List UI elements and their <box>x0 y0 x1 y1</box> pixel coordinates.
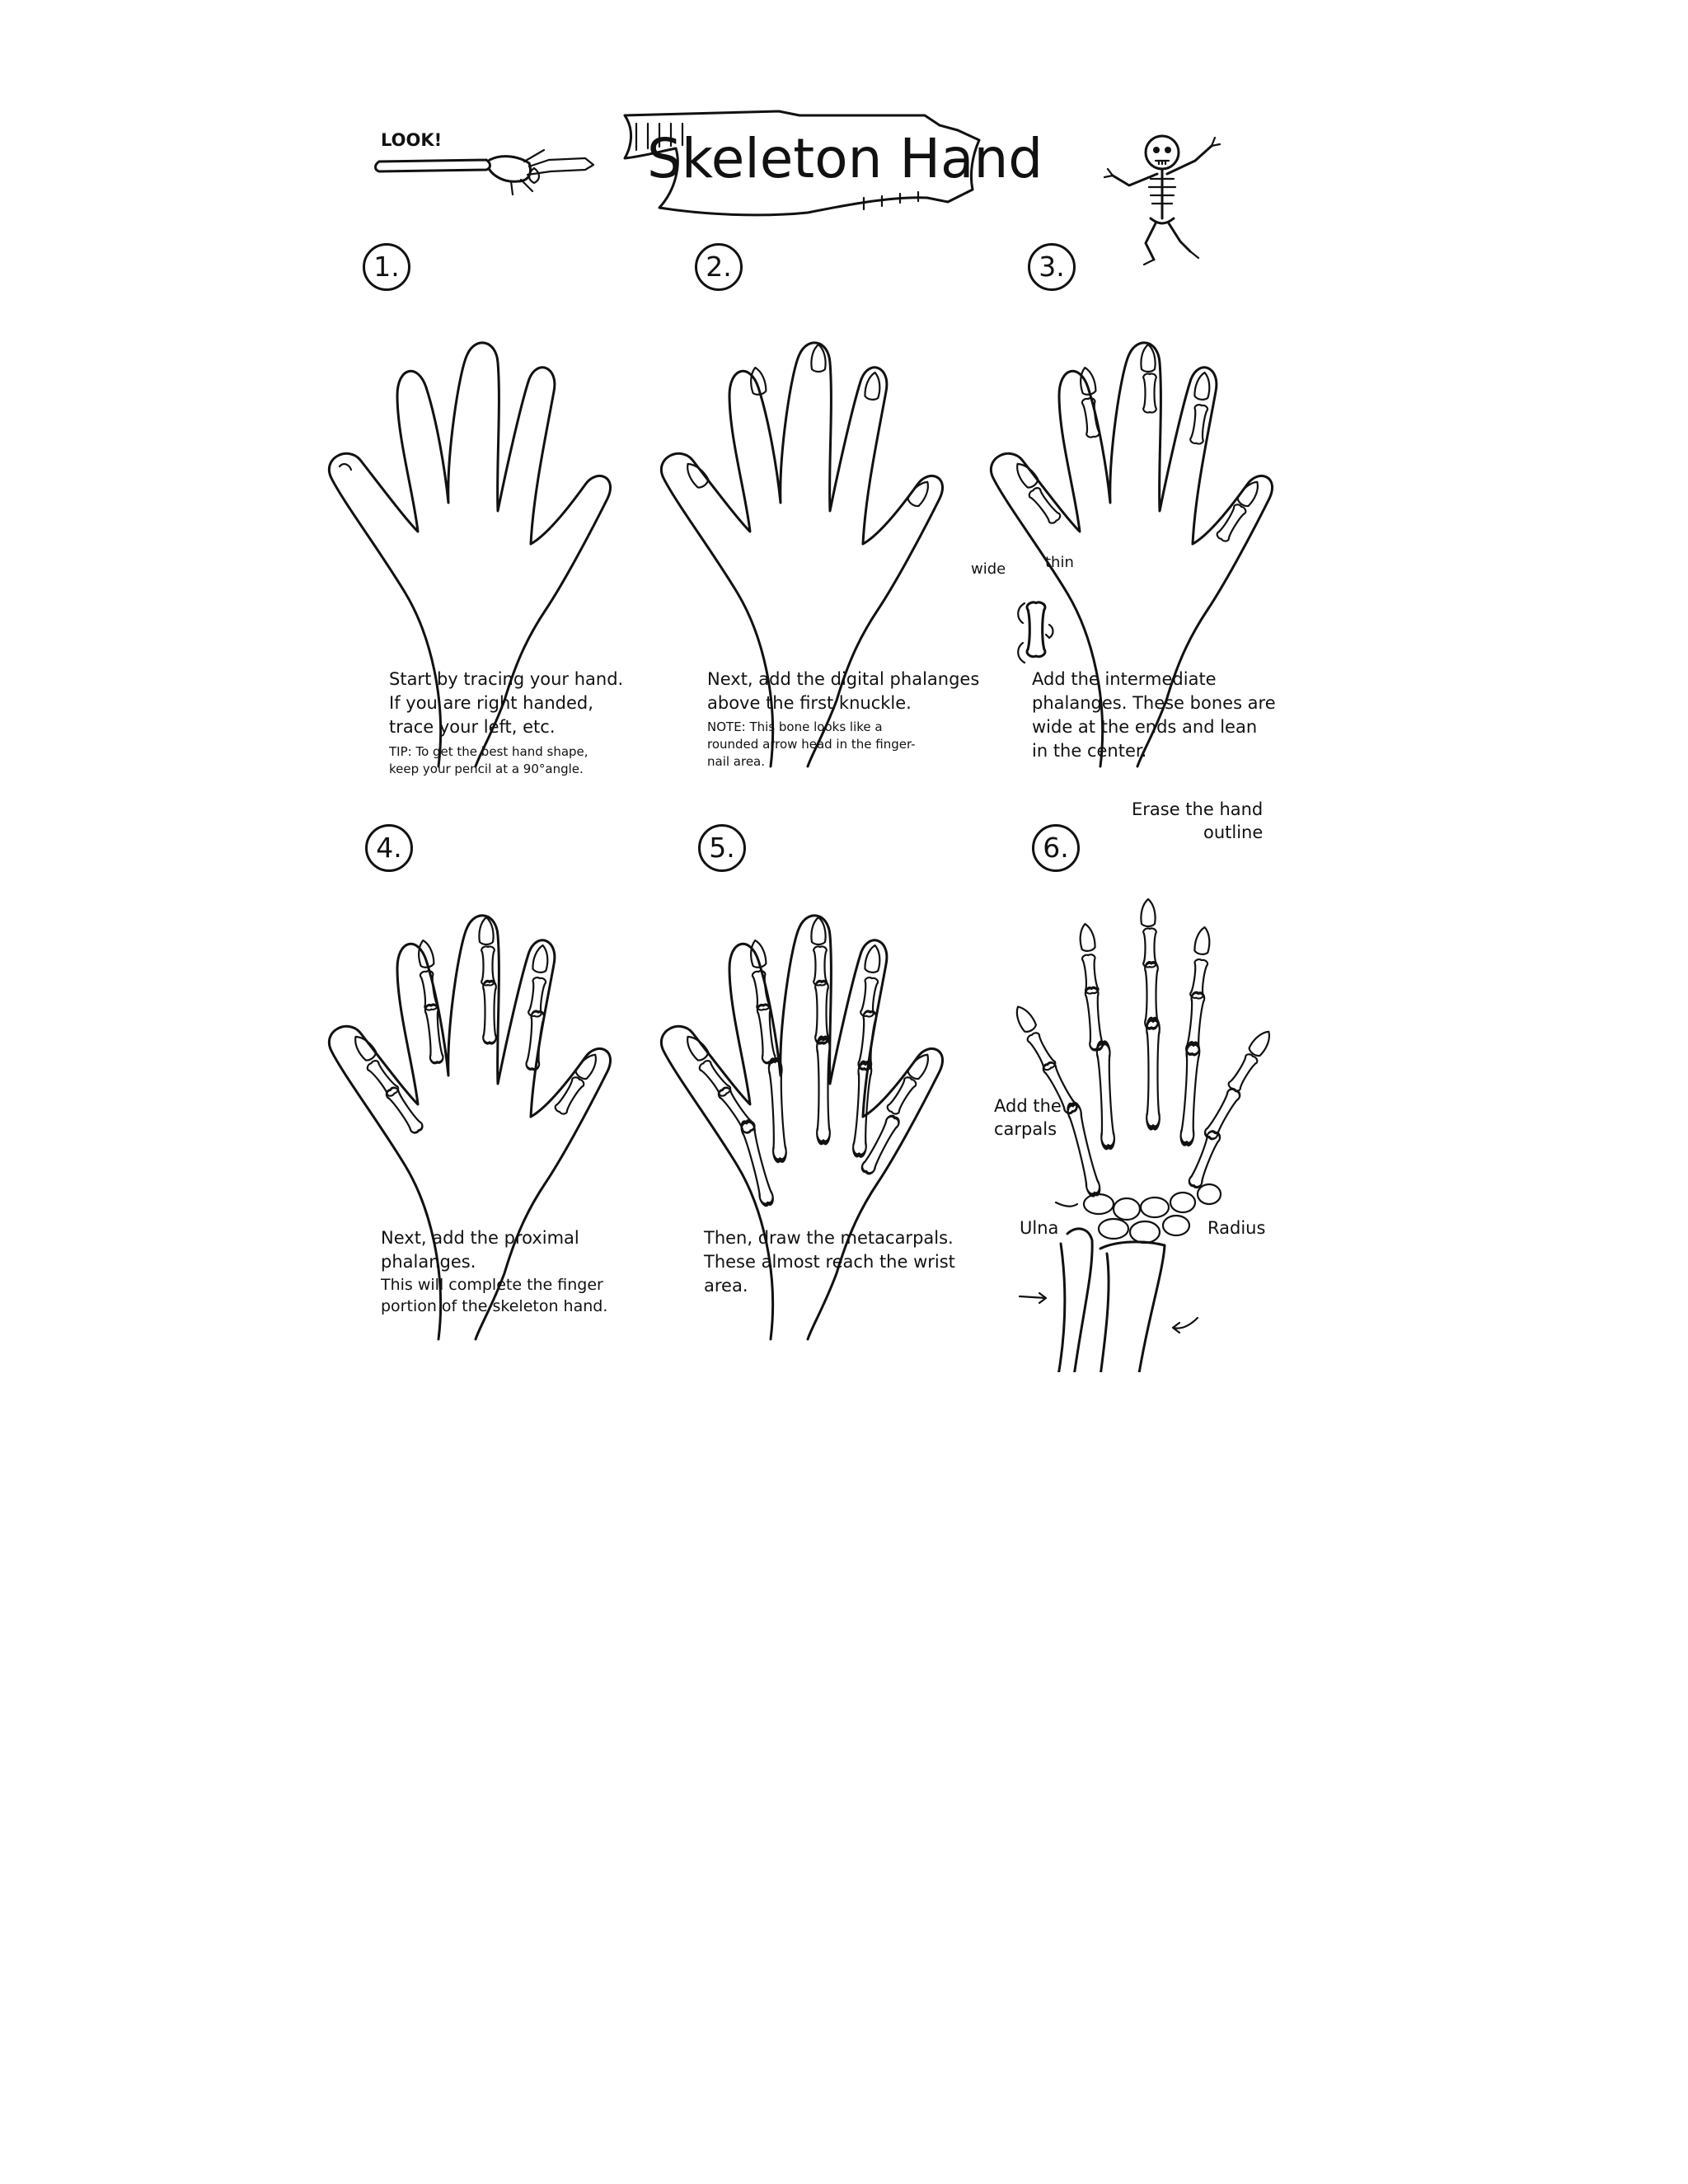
step-6-number: 6. <box>1032 824 1080 872</box>
step-4-number: 4. <box>365 824 413 872</box>
page-title: Skeleton Hand <box>647 127 1043 190</box>
look-label: LOOK! <box>381 130 443 150</box>
step-4-subtext: This will complete the finger portion of the skeleton hand. <box>381 1276 608 1315</box>
step-5-number: 5. <box>698 824 746 872</box>
thin-label: thin <box>1045 554 1074 571</box>
forearm-bones <box>1056 1229 1165 1372</box>
step-1-tip: TIP: To get the best hand shape, keep your pencil at a 90°angle. <box>389 744 588 776</box>
erase-outline-label: Erase the hand outline <box>1132 799 1264 842</box>
header-skeleton-arm <box>376 150 594 194</box>
step-2-instruction: Next, add the digital phalanges above the first knuckle. <box>707 669 980 713</box>
carpal-bones <box>1084 1184 1221 1243</box>
wide-thin-bone-diagram <box>1018 602 1053 663</box>
worksheet <box>313 66 1352 1372</box>
step-3-number: 3. <box>1028 243 1076 291</box>
step-1-number: 1. <box>363 243 410 291</box>
step-5-instruction: Then, draw the metacarpals. These almost reach the wrist area. <box>704 1228 955 1296</box>
step-4-instruction: Next, add the proximal phalanges. <box>381 1228 579 1272</box>
step-1-instruction: Start by tracing your hand. If you are right handed, trace your left, etc. <box>389 669 624 737</box>
header-dancing-skeleton <box>1104 136 1220 265</box>
carpals-label: Add the carpals <box>994 1096 1062 1139</box>
ulna-label: Ulna <box>1020 1218 1059 1238</box>
step-3-instruction: Add the intermediate phalanges. These bones are wide at the ends and lean in the center. <box>1032 669 1276 761</box>
step-2-number: 2. <box>695 243 743 291</box>
step-2-note: NOTE: This bone looks like a rounded arrow head in the finger- nail area. <box>707 719 916 769</box>
wide-label: wide <box>971 560 1006 578</box>
radius-label: Radius <box>1207 1218 1266 1238</box>
